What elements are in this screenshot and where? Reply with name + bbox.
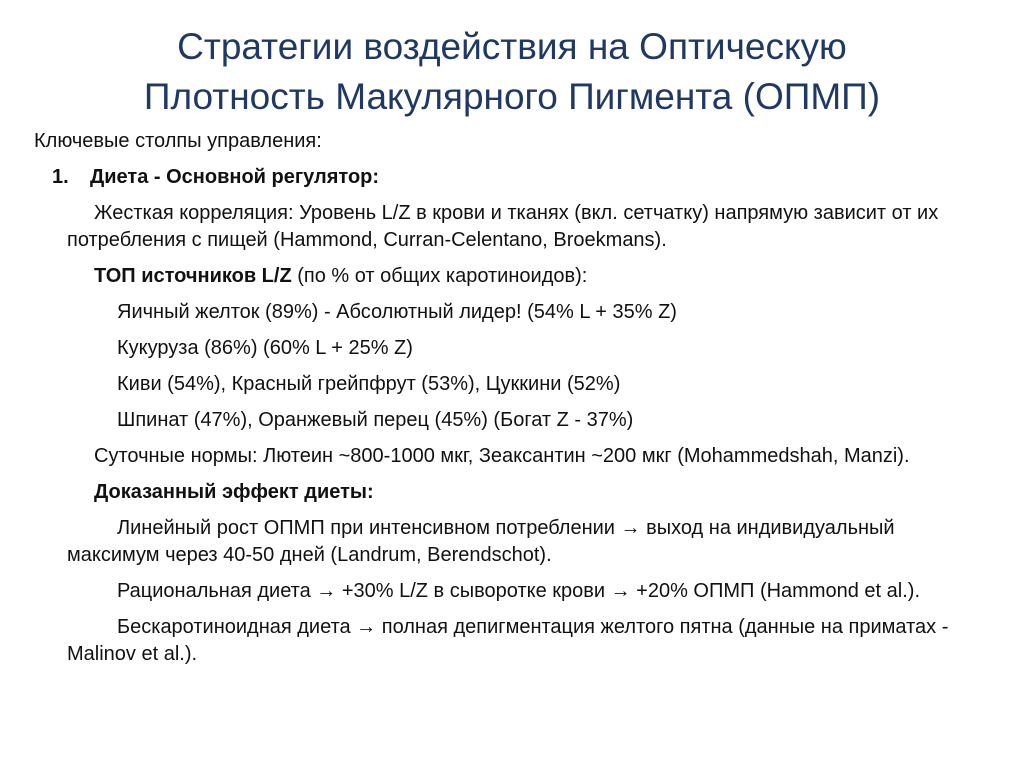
slide-body: [0, 128, 1024, 677]
source-item: Яичный желток (89%) - Абсолютный лидер! (54% L + 35% Z): [117, 301, 677, 323]
slide-title-line-2: Плотность Макулярного Пигмента (ОПМП): [143, 76, 881, 117]
source-item: Шпинат (47%), Оранжевый перец (45%) (Богат Z - 37%): [117, 409, 634, 431]
sources-heading-rest: (по % от общих каротиноидов):: [291, 265, 588, 287]
sources-heading: [0, 263, 1024, 290]
section-1-number: 1.: [52, 166, 69, 188]
source-item: Кукуруза (86%) (60% L + 25% Z): [117, 337, 413, 359]
effect-heading: [0, 479, 1024, 506]
effect-heading-bold: Доказанный эффект диеты:: [94, 481, 374, 503]
slide-title-line-1: Стратегии воздействия на Оптическую: [177, 26, 847, 67]
intro-text: Ключевые столпы управления:: [34, 130, 322, 152]
source-item: Киви (54%), Красный грейпфрут (53%), Цуккини (52%): [117, 373, 621, 395]
sources-heading-bold: ТОП источников L/Z: [94, 265, 292, 287]
slide-title: [0, 22, 1024, 122]
daily-norms-text: Суточные нормы: Лютеин ~800-1000 мкг, Зеаксантин ~200 мкг (Mohammedshah, Manzi).: [94, 445, 910, 467]
section-1-heading: [0, 164, 1024, 191]
effect-item: Линейный рост ОПМП при интенсивном потреблении → выход на индивидуальный максимум через 40-50 дней (Landrum, Berendschot).: [67, 517, 895, 566]
correlation-text: Жесткая корреляция: Уровень L/Z в крови и тканях (вкл. сетчатку) напрямую зависит от их потребления с пищей (Hammond, Curran-Celentano, Broekmans).: [67, 202, 939, 251]
section-1-title: Диета - Основной регулятор:: [90, 166, 380, 188]
effect-item: Рациональная диета → +30% L/Z в сыворотке крови → +20% ОПМП (Hammond et al.).: [117, 580, 920, 602]
effect-item: Бескаротиноидная диета → полная депигментация желтого пятна (данные на приматах - Malinov et al.).: [67, 616, 949, 665]
